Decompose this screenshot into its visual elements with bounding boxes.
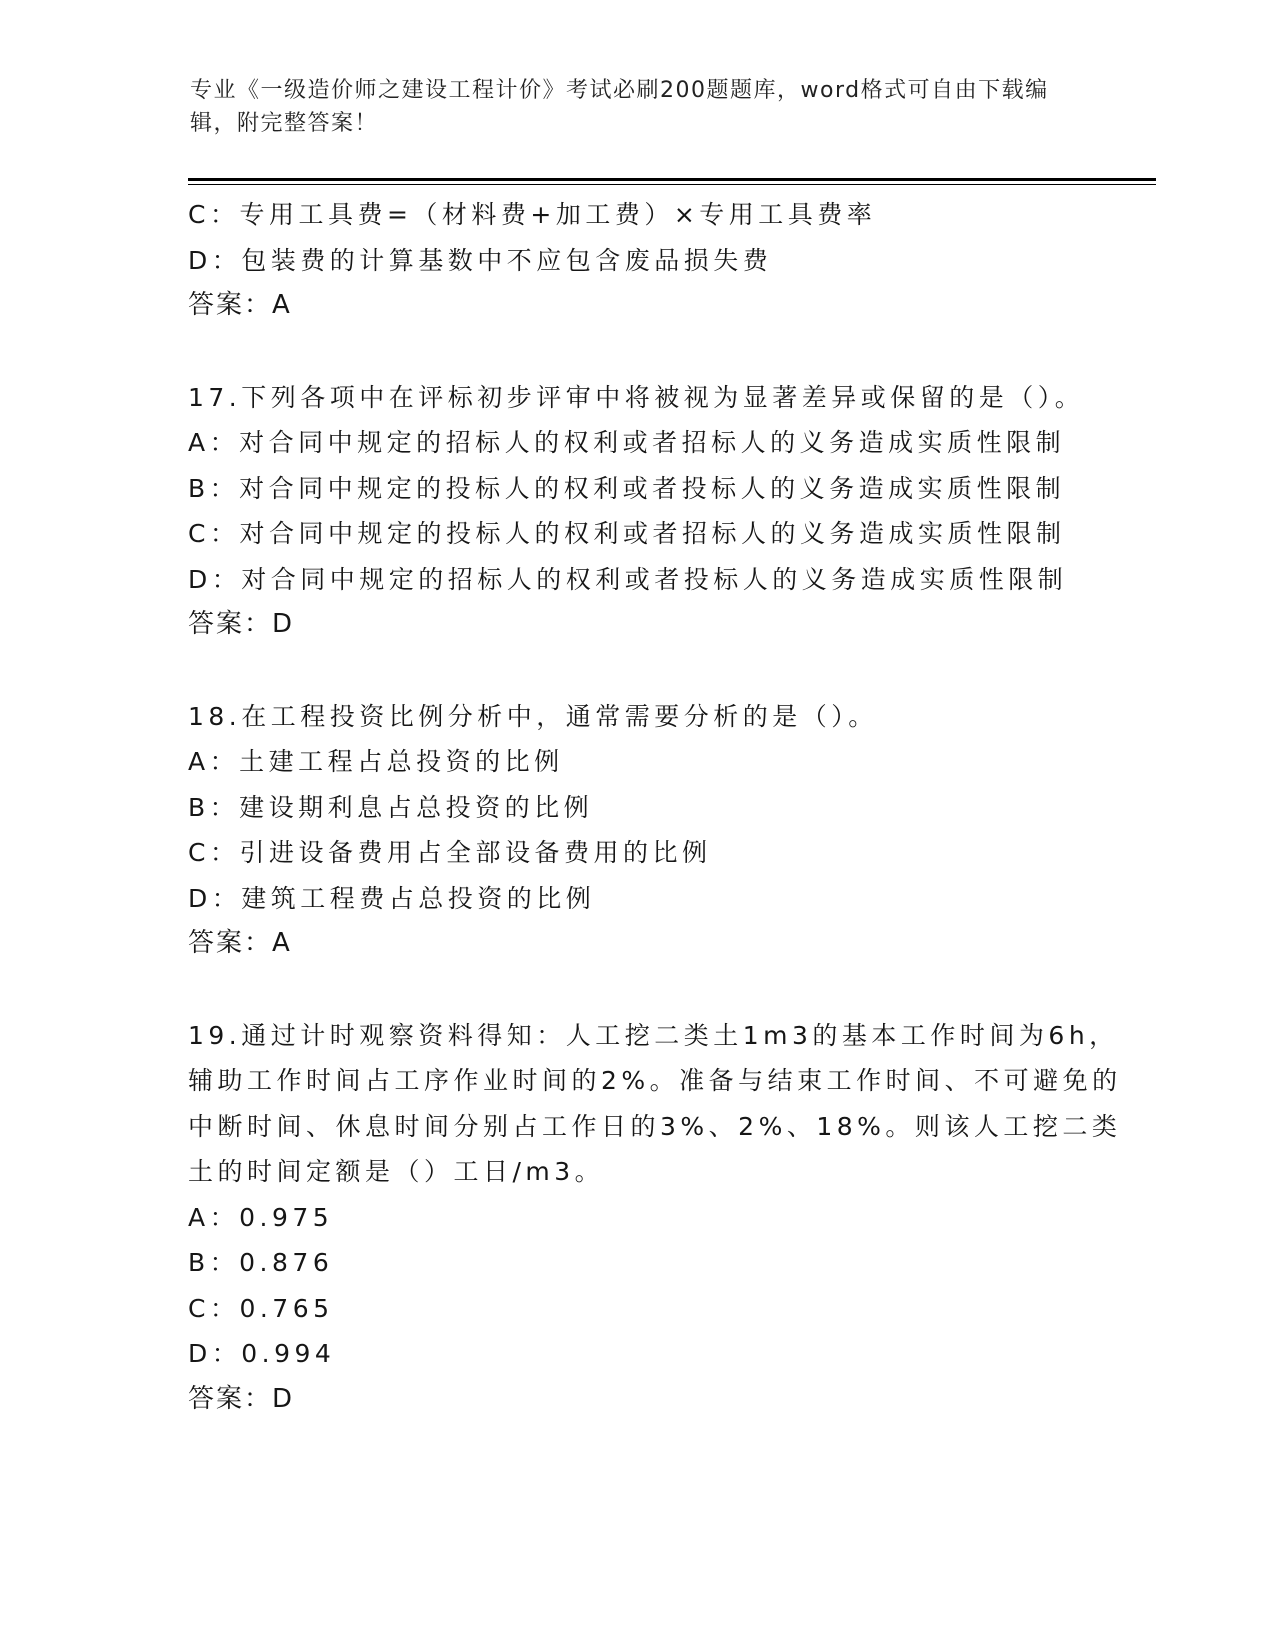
option-b: B：0.876 — [188, 1248, 334, 1277]
option-c: C：对合同中规定的投标人的权利或者招标人的义务造成实质性限制 — [188, 519, 1066, 548]
question-stem: 17.下列各项中在评标初步评审中将被视为显著差异或保留的是（）。 — [188, 382, 1085, 412]
header-rule-thick — [188, 178, 1156, 181]
option-d: D：包装费的计算基数中不应包含废品损失费 — [188, 245, 773, 275]
option-c: C：专用工具费=（材料费+加工费）×专用工具费率 — [188, 200, 877, 229]
question-18 — [188, 694, 1148, 967]
document-header: 专业《一级造价师之建设工程计价》考试必刷200题题库，word格式可自由下载编辑，附完整答案！ — [190, 78, 1049, 136]
question-stem: 19.通过计时观察资料得知：人工挖二类土1m3的基本工作时间为6h，辅助工作时间占工序作业时间的2%。准备与结束工作时间、不可避免的中断时间、休息时间分别占工作日的3%、2%、18%。则该人工挖二类土的时间定额是（）工日/m3。 — [188, 1020, 1122, 1186]
answer-line: 答案：A — [188, 290, 292, 320]
question-19 — [188, 1013, 1148, 1423]
option-a: A：土建工程占总投资的比例 — [188, 747, 564, 776]
option-c: C：0.765 — [188, 1293, 334, 1323]
question-list — [188, 192, 1148, 1468]
answer-line: 答案：A — [188, 928, 292, 958]
option-c: C：引进设备费用占全部设备费用的比例 — [188, 838, 712, 867]
option-b: B：对合同中规定的投标人的权利或者投标人的义务造成实质性限制 — [188, 473, 1066, 503]
question-17 — [188, 375, 1148, 648]
answer-line: 答案：D — [188, 1383, 295, 1414]
option-d: D：对合同中规定的招标人的权利或者投标人的义务造成实质性限制 — [188, 564, 1068, 594]
option-a: A：0.975 — [188, 1202, 334, 1232]
question-16-partial — [188, 192, 1148, 329]
option-a: A：对合同中规定的招标人的权利或者招标人的义务造成实质性限制 — [188, 428, 1066, 457]
option-d: D：建筑工程费占总投资的比例 — [188, 883, 596, 913]
option-d: D：0.994 — [188, 1339, 336, 1368]
header-rule-thin — [188, 184, 1156, 185]
answer-line: 答案：D — [188, 609, 295, 639]
question-stem: 18.在工程投资比例分析中，通常需要分析的是（）。 — [188, 701, 878, 731]
option-b: B：建设期利息占总投资的比例 — [188, 792, 594, 822]
